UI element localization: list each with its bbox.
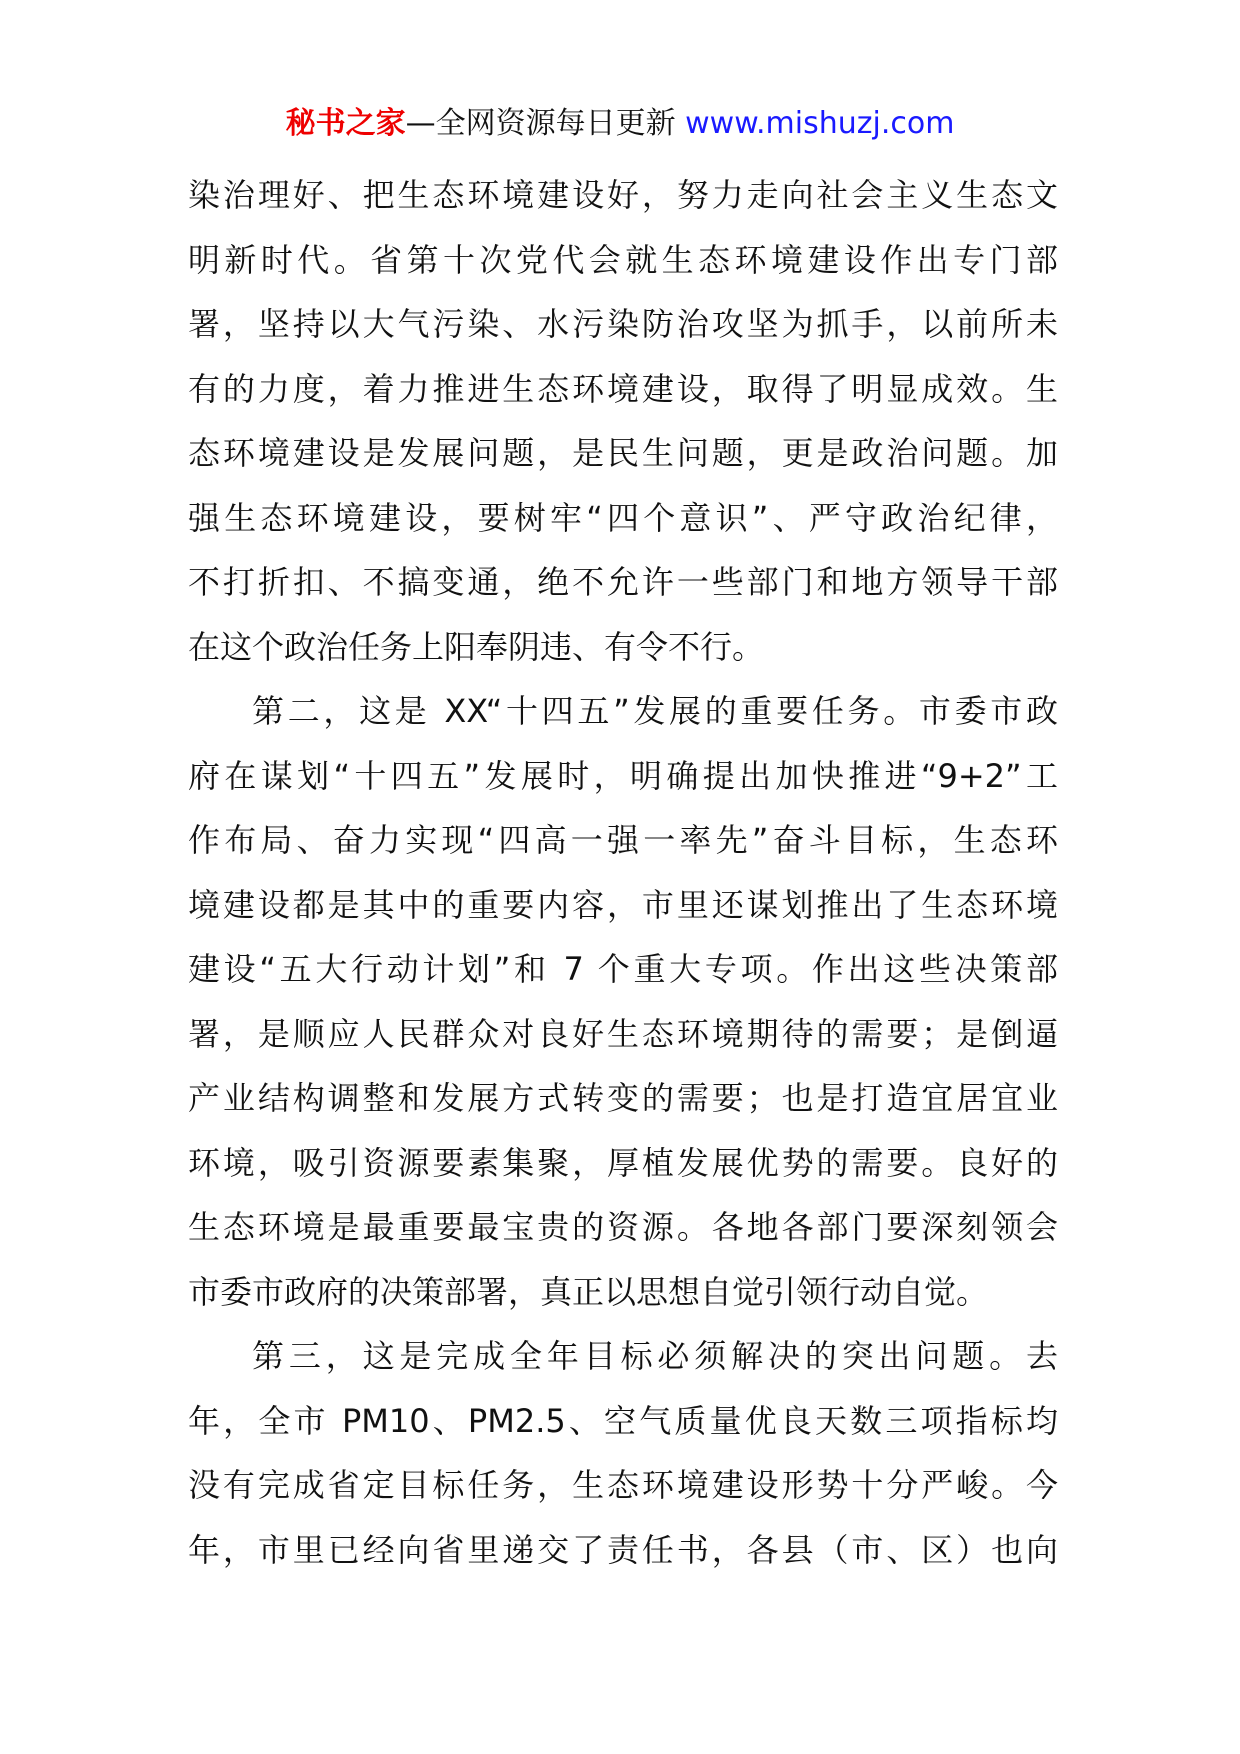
header-tagline: —全网资源每日更新 bbox=[405, 106, 686, 141]
body-line: 明新时代。省第十次党代会就生态环境建设作出专门部 bbox=[188, 240, 1058, 279]
body-line: 署，坚持以大气污染、水污染防治攻坚为抓手，以前所未 bbox=[188, 305, 1058, 343]
body-line: 年，全市 PM10、PM2.5、空气质量优良天数三项指标均 bbox=[188, 1401, 1058, 1440]
site-header bbox=[0, 102, 1240, 146]
brand-name: 秘书之家 bbox=[285, 106, 406, 141]
body-line: 态环境建设是发展问题，是民生问题，更是政治问题。加 bbox=[188, 434, 1058, 472]
body-line: 产业结构调整和发展方式转变的需要；也是打造宜居宜业 bbox=[188, 1079, 1058, 1117]
body-line: 府在谋划“十四五”发展时，明确提出加快推进“9+2”工 bbox=[188, 756, 1058, 795]
paragraph-start-line: 第二，这是 XX“十四五”发展的重要任务。市委市政 bbox=[252, 692, 1058, 730]
paragraph-end-line: 市委市政府的决策部署，真正以思想自觉引领行动自觉。 bbox=[188, 1272, 989, 1311]
body-line: 署，是顺应人民群众对良好生态环境期待的需要；是倒逼 bbox=[188, 1014, 1058, 1053]
site-url[interactable]: www.mishuzj.com bbox=[685, 106, 955, 141]
body-line: 染治理好、把生态环境建设好，努力走向社会主义生态文 bbox=[188, 176, 1058, 214]
body-line: 生态环境是最重要最宝贵的资源。各地各部门要深刻领会 bbox=[188, 1208, 1058, 1246]
body-line: 建设“五大行动计划”和 7 个重大专项。作出这些决策部 bbox=[188, 950, 1058, 988]
body-line: 不打折扣、不搞变通，绝不允许一些部门和地方领导干部 bbox=[188, 563, 1058, 601]
body-line: 环境，吸引资源要素集聚，厚植发展优势的需要。良好的 bbox=[188, 1143, 1058, 1182]
body-line: 境建设都是其中的重要内容，市里还谋划推出了生态环境 bbox=[188, 885, 1058, 924]
body-line: 年，市里已经向省里递交了责任书，各县（市、区）也向 bbox=[188, 1530, 1058, 1569]
body-line: 强生态环境建设，要树牢“四个意识”、严守政治纪律， bbox=[188, 498, 1058, 537]
body-line: 没有完成省定目标任务，生态环境建设形势十分严峻。今 bbox=[188, 1466, 1058, 1504]
document-body bbox=[188, 163, 1058, 1582]
body-line: 作布局、奋力实现“四高一强一率先”奋斗目标，生态环 bbox=[188, 821, 1058, 859]
paragraph-start-line: 第三，这是完成全年目标必须解决的突出问题。去 bbox=[252, 1337, 1058, 1375]
paragraph-end-line: 在这个政治任务上阳奉阴违、有令不行。 bbox=[188, 627, 765, 666]
body-line: 有的力度，着力推进生态环境建设，取得了明显成效。生 bbox=[188, 369, 1058, 408]
